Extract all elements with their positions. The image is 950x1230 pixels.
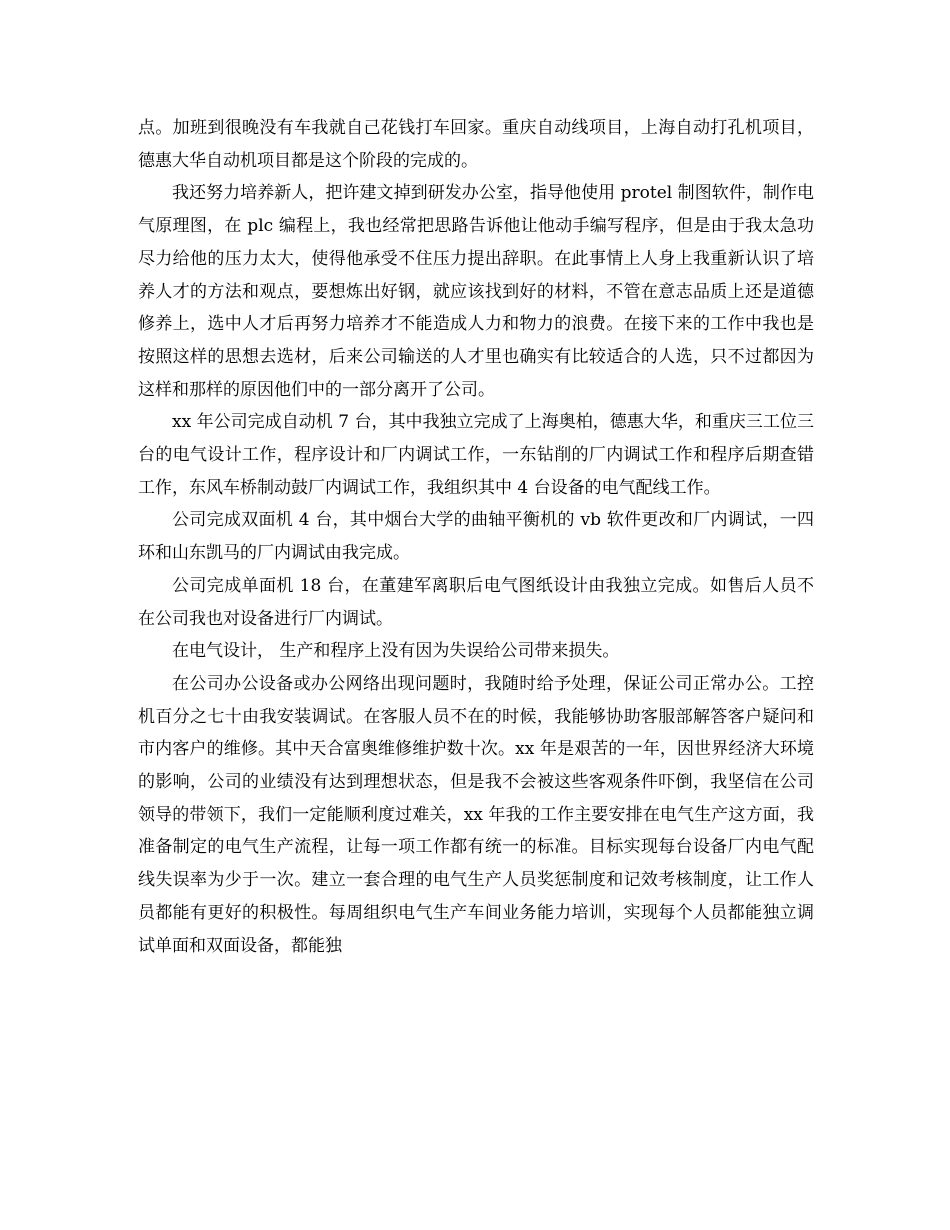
paragraph-5: 公司完成单面机 18 台，在董建军离职后电气图纸设计由我独立完成。如售后人员不在公司我也对设备进行厂内调试。 [138, 575, 814, 629]
paragraph-3: xx 年公司完成自动机 7 台，其中我独立完成了上海奥柏，德惠大华，和重庆三工位三台的电气设计工作，程序设计和厂内调试工作，一东钻削的厂内调试工作和程序后期查错工作，东风车桥制动鼓厂内调试工作，我组织其中 4 台设备的电气配线工作。 [138, 412, 814, 498]
paragraph-6: 在电气设计， 生产和程序上没有因为失误给公司带来损失。 [172, 641, 620, 662]
paragraph-4: 公司完成双面机 4 台，其中烟台大学的曲轴平衡机的 vb 软件更改和厂内调试，一四环和山东凯马的厂内调试由我完成。 [138, 510, 814, 564]
paragraph-2: 我还努力培养新人，把许建文掉到研发办公室，指导他使用 protel 制图软件，制作电气原理图，在 plc 编程上，我也经常把思路告诉他让他动手编写程序，但是由于我太急功尽力给他的压力太大，使得他承受不住压力提出辞职。在此事情上人身上我重新认识了培养人才的方法和观点，要想炼出好钢，就应该找到好的材料，不管在意志品质上还是道德修养上，选中人才后再努力培养才不能造成人力和物力的浪费。在接下来的工作中我也是按照这样的思想去选材，后来公司输送的人才里也确实有比较适合的人选，只不过都因为这样和那样的原因他们中的一部分离开了公司。 [138, 183, 814, 400]
paragraph-1: 点。加班到很晚没有车我就自己花钱打车回家。重庆自动线项目，上海自动打孔机项目，德惠大华自动机项目都是这个阶段的完成的。 [138, 118, 814, 171]
document-page [138, 112, 814, 962]
paragraph-7: 在公司办公设备或办公网络出现问题时，我随时给予处理，保证公司正常办公。工控机百分之七十由我安装调试。在客服人员不在的时候，我能够协助客服部解答客户疑问和市内客户的维修。其中天合富奥维修维护数十次。xx 年是艰苦的一年，因世界经济大环境的影响，公司的业绩没有达到理想状态，但是我不会被这些客观条件吓倒，我坚信在公司领导的带领下，我们一定能顺利度过难关，xx 年我的工作主要安排在电气生产这方面，我准备制定的电气生产流程，让每一项工作都有统一的标准。目标实现每台设备厂内电气配线失误率为少于一次。建立一套合理的电气生产人员奖惩制度和记效考核制度，让工作人员都能有更好的积极性。每周组织电气生产车间业务能力培训，实现每个人员都能独立调试单面和双面设备，都能独 [138, 673, 814, 956]
